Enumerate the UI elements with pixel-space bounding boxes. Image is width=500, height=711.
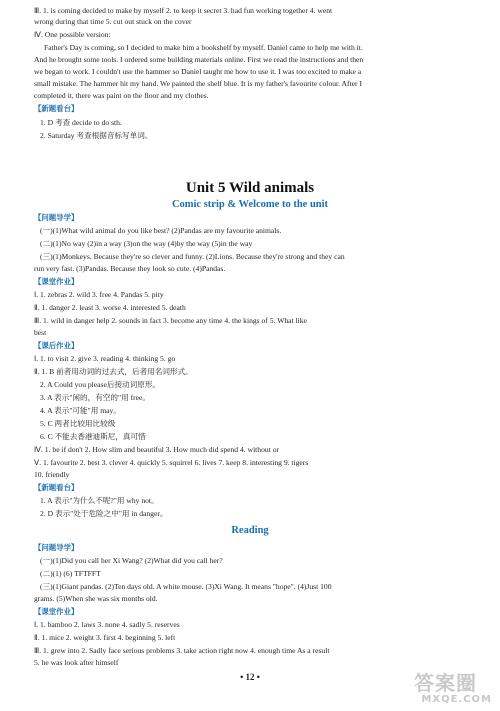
section-tag-guide: 【问题导学】 bbox=[34, 543, 79, 552]
answer-line: Ⅱ. 1. B 前者用动词的过去式，后者用名词形式。 bbox=[34, 367, 193, 376]
answer-line: 4. A 表示"可能"用 may。 bbox=[40, 406, 121, 415]
answer-line: 1. A 表示"为什么不呢?"用 why not。 bbox=[40, 496, 159, 505]
answer-line: (一)(1)Did you call her Xi Wang? (2)What did you call her? bbox=[40, 556, 223, 565]
watermark-url: MXQE.COM bbox=[421, 694, 492, 705]
watermark-logo bbox=[414, 672, 492, 706]
answer-line: (三)(1)Monkeys. Because they're so clever and funny. (2)Lions. Because they're strong and they can bbox=[40, 252, 345, 261]
answer-line: 5. he was look after himself bbox=[34, 658, 119, 667]
answer-line: 2. A Could you please后接动词原形。 bbox=[40, 380, 161, 389]
section-subtitle: Comic strip & Welcome to the unit bbox=[171, 199, 329, 210]
section-tag-homework: 【课后作业】 bbox=[34, 341, 79, 350]
answer-line: (二)(1)No way (2)in a way (3)on the way (4)by the way (5)in the way bbox=[40, 239, 253, 248]
answer-line: 3. A 表示"闲的，有空的"用 free。 bbox=[40, 393, 150, 402]
answer-line: grams. (5)When she was six months old. bbox=[34, 594, 158, 603]
answer-line: (一)(1)What wild animal do you like best? (2)Pandas are my favourite animals. bbox=[40, 226, 282, 235]
section-tag-new: 【新题看台】 bbox=[34, 104, 79, 113]
answer-line: (二)(1) (6) TFTFFT bbox=[40, 569, 101, 578]
section-tag-classwork: 【课堂作业】 bbox=[34, 607, 79, 616]
section-subtitle: Reading bbox=[231, 525, 269, 536]
section-tag-new: 【新题看台】 bbox=[34, 483, 79, 492]
line: wrong during that time 5. cut out stuck on the cover bbox=[34, 17, 192, 26]
page-number: • 12 • bbox=[240, 672, 260, 682]
answer-line: run very fast. (3)Pandas. Because they look so cute. (4)Pandas. bbox=[34, 264, 226, 273]
section-tag-classwork: 【课堂作业】 bbox=[34, 277, 79, 286]
watermark-text: 答案圈 bbox=[414, 671, 477, 695]
answer-line: (三)(1)Giant pandas. (2)Ten days old. A white mouse. (3)Xi Wang. It means "hope". (4)Just 100 bbox=[40, 582, 332, 591]
answer-line: Ⅰ. 1. zebras 2. wild 3. free 4. Pandas 5. pity bbox=[34, 290, 164, 299]
essay-line: Father's Day is coming, so I decided to make him a bookshelf by myself. Daniel came to help me with it. bbox=[44, 43, 363, 52]
essay-line: completed it, there was paint on the floor and my clothes. bbox=[34, 91, 209, 100]
answer-line: Ⅰ. 1. bamboo 2. laws 3. none 4. sadly 5. reserves bbox=[34, 620, 180, 629]
answer-line: Ⅴ. 1. favourite 2. best 3. clever 4. quickly 5. squirrel 6. lives 7. keep 8. interesting 9. tigers bbox=[34, 458, 309, 467]
answer-line: Ⅰ. 1. to visit 2. give 3. reading 4. thinking 5. go bbox=[34, 354, 176, 363]
answer-line: 6. C 不能去香港迪斯尼，真可惜 bbox=[40, 432, 146, 441]
answer-line: Ⅲ. 1. grew into 2. Sadly face serious problems 3. take action right now 4. enough time As a result bbox=[34, 646, 330, 655]
line: Ⅳ. One possible version: bbox=[34, 30, 111, 39]
essay-line: And he brought some tools. I ordered some building materials online. First we read the instructions and then bbox=[34, 55, 364, 64]
essay-line: we began to work. I couldn't use the hammer so Daniel taught me how to use it. I was too excited to make a bbox=[34, 67, 362, 76]
answer-line: 1. D 考查 decide to do sth. bbox=[40, 118, 122, 127]
answer-line: Ⅲ. 1. wild in danger help 2. sounds in fact 3. become any time 4. the kings of 5. What like bbox=[34, 316, 307, 325]
answer-line: Ⅱ. 1. mice 2. weight 3. first 4. beginning 5. left bbox=[34, 633, 176, 642]
unit-title: Unit 5 Wild animals bbox=[185, 180, 315, 196]
section-tag-guide: 【问题导学】 bbox=[34, 213, 79, 222]
answer-line: best bbox=[34, 328, 47, 337]
answer-line: 10. friendly bbox=[34, 470, 70, 479]
line: Ⅲ. 1. is coming decided to make by myself 2. to keep it secret 3. had fun working together 4. went bbox=[34, 6, 333, 15]
answer-line: Ⅳ. 1. be if don't 2. How slim and beautiful 3. How much did spend 4. without or bbox=[34, 445, 280, 454]
answer-line: 5. C 两者比较用比较级 bbox=[40, 419, 116, 428]
answer-line: 2. D 表示"处于危险之中"用 in danger。 bbox=[40, 509, 168, 518]
answer-line: 2. Saturday 考查根据音标写单词。 bbox=[40, 131, 153, 140]
answer-line: Ⅱ. 1. danger 2. least 3. worse 4. interested 5. death bbox=[34, 303, 186, 312]
essay-line: small mistake. The hammer hit my hand. We painted the shelf blue. It is my father's favourite colour. After I bbox=[34, 79, 362, 88]
